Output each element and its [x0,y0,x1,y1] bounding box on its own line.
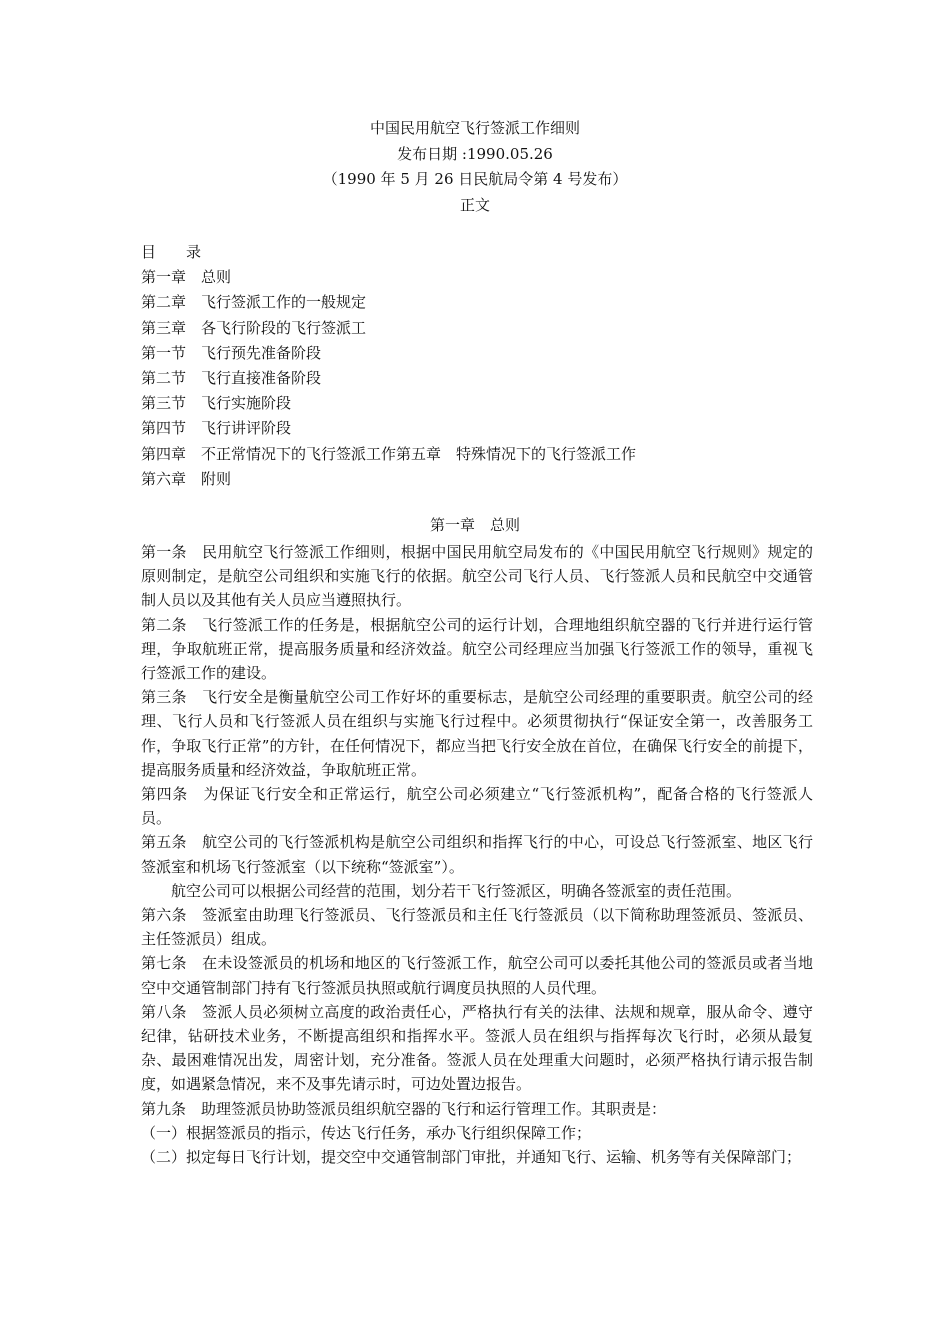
chapter-body [141,540,813,1169]
section-label: 正文 [459,195,490,214]
toc-item: 第一节 飞行预先准备阶段 [141,343,322,362]
issuance-note: （1990 年 5 月 26 日民航局令第 4 号发布） [322,170,628,189]
article-paragraph: 第六条 签派室由助理飞行签派员、飞行签派员和主任飞行签派员（以下简称助理签派员、签派员、主任签派员）组成。 [141,906,813,949]
list-item: （一）根据签派员的指示，传达飞行任务，承办飞行组织保障工作； [141,1123,592,1142]
article-paragraph: 第二条 飞行签派工作的任务是，根据航空公司的运行计划，合理地组织航空器的飞行并进行运行管理，争取航班正常，提高服务质量和经济效益。航空公司经理应当加强飞行签派工作的领导，重视飞行签派工作的建设。 [141,615,813,683]
list-item: （二）拟定每日飞行计划，提交空中交通管制部门审批，并通知飞行、运输、机务等有关保障部门； [141,1148,802,1167]
article-paragraph: 第七条 在未设签派员的机场和地区的飞行签派工作，航空公司可以委托其他公司的签派员或者当地空中交通管制部门持有飞行签派员执照或航行调度员执照的人员代理。 [141,954,813,997]
toc-item: 第六章 附则 [141,469,232,488]
table-of-contents [141,240,821,492]
toc-item: 第二章 飞行签派工作的一般规定 [141,293,367,312]
article-paragraph: 第四条 为保证飞行安全和正常运行，航空公司必须建立“飞行签派机构”，配备合格的飞行签派人员。 [141,785,813,828]
toc-item: 第三章 各飞行阶段的飞行签派工 [141,318,367,337]
toc-item: 第二节 飞行直接准备阶段 [141,369,322,388]
toc-heading: 目 录 [141,243,202,261]
toc-item: 第四章 不正常情况下的飞行签派工作第五章 特殊情况下的飞行签派工作 [141,444,637,463]
toc-item: 第四节 飞行讲评阶段 [141,419,292,438]
article-paragraph: 第九条 助理签派员协助签派员组织航空器的飞行和运行管理工作。其职责是： [141,1099,667,1118]
article-paragraph: 第一条 民用航空飞行签派工作细则，根据中国民用航空局发布的《中国民用航空飞行规则》规定的原则制定，是航空公司组织和实施飞行的依据。航空公司飞行人员、飞行签派人员和民航空中交通管制人员以及其他有关人员应当遵照执行。 [141,543,813,610]
article-paragraph: 第三条 飞行安全是衡量航空公司工作好坏的重要标志，是航空公司经理的重要职责。航空公司的经理、飞行人员和飞行签派人员在组织与实施飞行过程中。必须贯彻执行“保证安全第一，改善服务工作，争取飞行正常”的方针，在任何情况下，都应当把飞行安全放在首位，在确保飞行安全的前提下，提高服务质量和经济效益，争取航班正常。 [141,688,813,779]
toc-item: 第三节 飞行实施阶段 [141,394,292,413]
toc-item: 第一章 总则 [141,268,232,287]
article-paragraph: 航空公司可以根据公司经营的范围，划分若干飞行签派区，明确各签派室的责任范围。 [171,881,742,900]
article-paragraph: 第八条 签派人员必须树立高度的政治责任心，严格执行有关的法律、法规和规章，服从命令、遵守纪律，钻研技术业务，不断提高组织和指挥水平。签派人员在组织与指挥每次飞行时，必须从最复杂、最困难情况出发，周密计划，充分准备。签派人员在处理重大问题时，必须严格执行请示报告制度，如遇紧急情况，来不及事先请示时，可边处置边报告。 [141,1002,813,1094]
publish-date: 发布日期 :1990.05.26 [397,144,553,163]
document-title: 中国民用航空飞行签派工作细则 [369,119,580,137]
document-header [0,116,950,218]
chapter-heading: 第一章 总则 [429,516,520,534]
article-paragraph: 第五条 航空公司的飞行签派机构是航空公司组织和指挥飞行的中心，可设总飞行签派室、地区飞行签派室和机场飞行签派室（以下统称“签派室”）。 [141,833,813,876]
